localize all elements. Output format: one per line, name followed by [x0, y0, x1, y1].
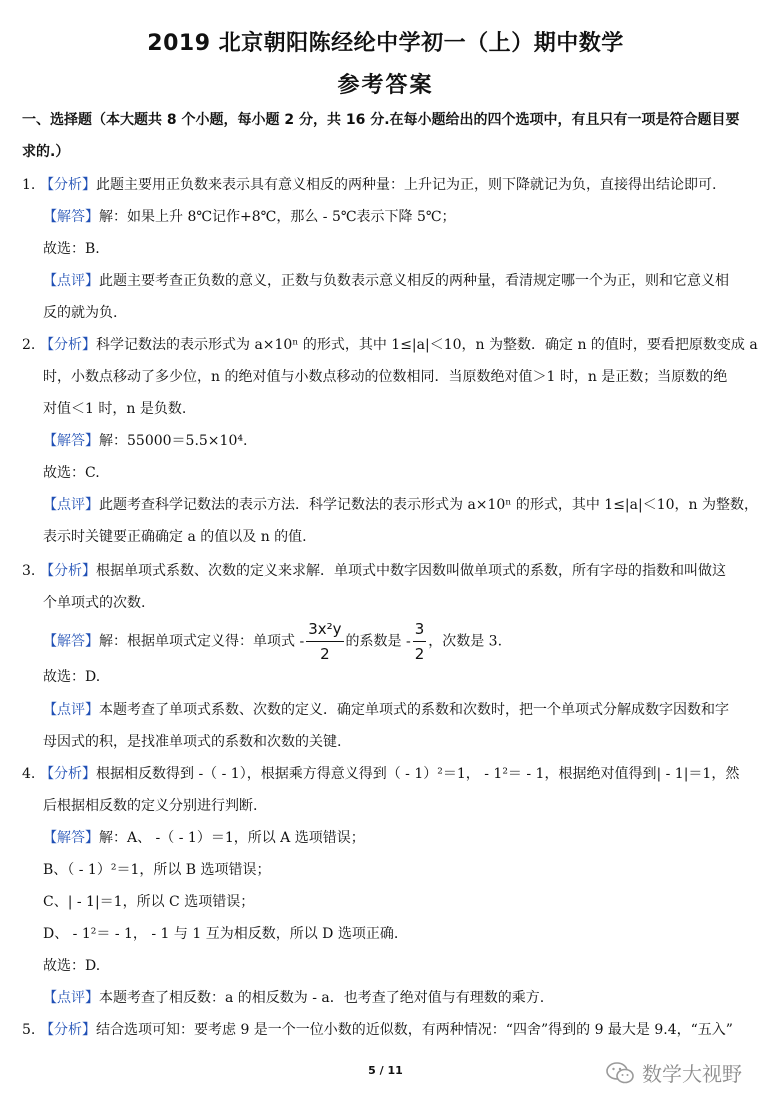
document-title: 2019 北京朝阳陈经纶中学初一（上）期中数学 [147, 31, 624, 56]
analysis-tag: 【分析】 [40, 766, 96, 782]
q2-analysis-cont1: 时，小数点移动了多少位，n 的绝对值与小数点移动的位数相同．当原数绝对值＞1 时，n 是正数；当原数的绝 [43, 369, 728, 385]
comment-tag: 【点评】 [43, 273, 99, 289]
fraction-denominator: 2 [320, 645, 330, 663]
q2-comment [43, 495, 758, 515]
q4-number: 4. [22, 766, 36, 782]
q1-choice: 故选：B. [43, 241, 100, 257]
q3-analysis [22, 561, 726, 581]
solution-tag: 【解答】 [43, 433, 99, 449]
q3-comment-cont: 母因式的积，是找准单项式的系数和次数的关键. [43, 734, 342, 750]
q2-number: 2. [22, 337, 36, 353]
q1-analysis-text: 此题主要用正负数来表示具有意义相反的两种量：上升记为正，则下降就记为负，直接得出结论即可. [96, 177, 717, 193]
q3-fraction-coefficient [413, 618, 427, 665]
q4-choice: 故选：D. [43, 958, 101, 974]
q3-analysis-text: 根据单项式系数、次数的定义来求解．单项式中数字因数叫做单项式的系数，所有字母的指数和叫做这 [96, 563, 726, 579]
q4-solution-b: B、（ - 1）²＝1，所以 B 选项错误； [43, 862, 271, 878]
q2-solution [43, 431, 247, 451]
q1-number: 1. [22, 177, 36, 193]
q5-number: 5. [22, 1022, 36, 1038]
analysis-tag: 【分析】 [40, 563, 96, 579]
analysis-tag: 【分析】 [40, 337, 96, 353]
q2-analysis-text: 科学记数法的表示形式为 a×10ⁿ 的形式，其中 1≤|a|＜10，n 为整数．确定 n 的值时，要看把原数变成 a [96, 337, 758, 353]
section-heading-line1: 一、选择题（本大题共 8 个小题，每小题 2 分，共 16 分.在每小题给出的四个选项中，有且只有一项是符合题目要 [22, 112, 740, 128]
q1-comment-text: 此题主要考查正负数的意义，正数与负数表示意义相反的两种量，看清规定哪一个为正，则和它意义相 [99, 273, 729, 289]
q5-analysis-text: 结合选项可知：要考虑 9 是一个一位小数的近似数，有两种情况：“四舍”得到的 9 最大是 9.4，“五入” [96, 1022, 733, 1038]
comment-tag: 【点评】 [43, 990, 99, 1006]
q3-number: 3. [22, 563, 36, 579]
q3-comment [43, 700, 729, 720]
q4-comment [43, 988, 544, 1008]
q4-analysis [22, 764, 739, 784]
comment-tag: 【点评】 [43, 497, 99, 513]
solution-tag: 【解答】 [43, 830, 99, 846]
q5-analysis [22, 1020, 733, 1040]
q4-solution-c: C、| - 1|＝1，所以 C 选项错误； [43, 894, 255, 910]
q1-analysis [22, 175, 716, 195]
wechat-icon [606, 1061, 636, 1085]
solution-tag: 【解答】 [43, 209, 99, 225]
section-heading-line2: 求的.） [22, 144, 70, 160]
q4-analysis-text: 根据相反数得到 -（ - 1），根据乘方得意义得到（ - 1）²＝1， - 1²＝ - 1，根据绝对值得到| - 1|＝1，然 [96, 766, 740, 782]
analysis-tag: 【分析】 [40, 177, 96, 193]
q3-analysis-cont: 个单项式的次数. [43, 595, 146, 611]
q3-solution-middle: 的系数是 - [345, 633, 411, 650]
q3-solution-suffix: ，次数是 3. [428, 633, 503, 650]
q2-solution-text: 解：55000＝5.5×10⁴. [99, 433, 248, 449]
fraction-numerator: 3x²y [306, 618, 343, 642]
q4-solution-d: D、 - 1²＝ - 1， - 1 与 1 互为相反数，所以 D 选项正确. [43, 926, 399, 942]
q4-analysis-cont: 后根据相反数的定义分别进行判断. [43, 798, 258, 814]
q4-comment-text: 本题考查了相反数：a 的相反数为 - a．也考查了绝对值与有理数的乘方. [99, 990, 545, 1006]
q4-solution-text: 解：A、 -（ - 1）＝1，所以 A 选项错误； [99, 830, 365, 846]
fraction-numerator: 3 [413, 618, 427, 642]
watermark [606, 1058, 742, 1087]
q3-choice: 故选：D. [43, 669, 101, 685]
q3-solution [43, 618, 502, 665]
page-number: 5 / 11 [368, 1064, 403, 1077]
q2-comment-text: 此题考查科学记数法的表示方法．科学记数法的表示形式为 a×10ⁿ 的形式，其中 1≤|a|＜10，n 为整数， [99, 497, 758, 513]
q2-analysis-cont2: 对值＜1 时，n 是负数. [43, 401, 187, 417]
q1-comment [43, 271, 729, 291]
q2-analysis [22, 335, 758, 355]
q1-comment-cont: 反的就为负. [43, 305, 118, 321]
q1-solution [43, 207, 456, 227]
q2-comment-cont: 表示时关键要正确确定 a 的值以及 n 的值. [43, 529, 307, 545]
fraction-denominator: 2 [414, 645, 425, 663]
comment-tag: 【点评】 [43, 702, 99, 718]
q3-comment-text: 本题考查了单项式系数、次数的定义．确定单项式的系数和次数时，把一个单项式分解成数字因数和字 [99, 702, 729, 718]
q3-fraction-monomial [306, 618, 343, 665]
q2-choice: 故选：C. [43, 465, 100, 481]
document-subtitle: 参考答案 [337, 73, 434, 98]
q1-solution-text: 解：如果上升 8℃记作+8℃，那么 - 5℃表示下降 5℃； [99, 209, 456, 225]
q3-solution-prefix: 解：根据单项式定义得：单项式 - [99, 633, 305, 650]
q4-solution [43, 828, 365, 848]
watermark-text: 数学大视野 [642, 1062, 742, 1086]
analysis-tag: 【分析】 [40, 1022, 96, 1038]
solution-tag: 【解答】 [43, 633, 99, 650]
